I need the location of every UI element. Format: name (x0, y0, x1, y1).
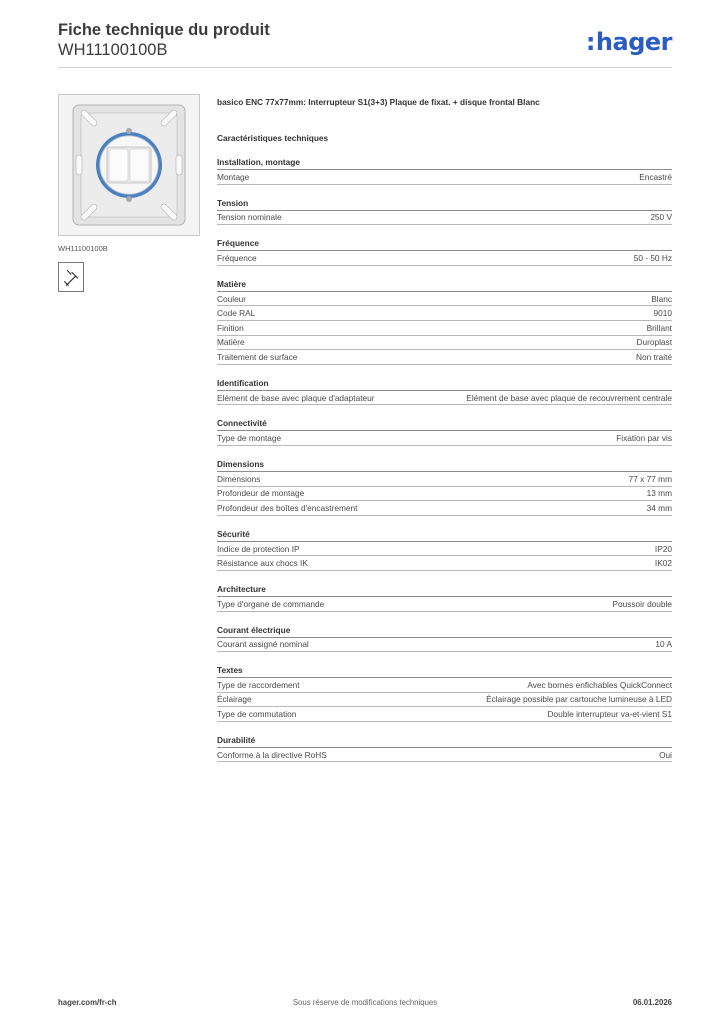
spec-label: Type de montage (217, 433, 282, 444)
page-reference: WH11100100B (58, 41, 168, 59)
spec-row (217, 472, 672, 487)
spec-section-title: Identification (217, 377, 672, 391)
spec-label: Tension nominale (217, 212, 282, 223)
spec-value: Non traité (636, 351, 672, 362)
spec-row (217, 501, 672, 516)
spec-value: Oui (659, 749, 672, 760)
spec-value: 77 x 77 mm (628, 473, 672, 484)
spec-section (217, 458, 672, 516)
spec-value: Brillant (646, 322, 672, 333)
spec-value: Éclairage possible par cartouche lumineuse à LED (486, 694, 672, 705)
spec-value: 50 - 50 Hz (633, 252, 672, 263)
spec-section-title: Textes (217, 664, 672, 678)
spec-row (217, 556, 672, 571)
spec-row (217, 678, 672, 693)
footer-date: 06.01.2026 (632, 998, 672, 1007)
spec-section (217, 734, 672, 763)
spec-value: 9010 (653, 308, 672, 319)
spec-value: IK02 (654, 558, 672, 569)
spec-row (217, 336, 672, 351)
spec-section-title: Tension (217, 197, 672, 211)
push-button-symbol-icon (58, 262, 84, 292)
spec-section-title: Matière (217, 278, 672, 292)
spec-label: Profondeur de montage (217, 488, 305, 499)
spec-value: Encastré (639, 171, 672, 182)
footer-disclaimer: Sous réserve de modifications techniques (292, 998, 438, 1007)
spec-section-title: Courant électrique (217, 624, 672, 638)
spec-label: Conforme à la directive RoHS (217, 749, 327, 760)
spec-row (217, 487, 672, 502)
spec-value: Double interrupteur va-et-vient S1 (547, 709, 672, 720)
spec-row (217, 391, 672, 406)
spec-label: Fréquence (217, 252, 257, 263)
spec-label: Profondeur des boîtes d'encastrement (217, 502, 358, 513)
spec-row (217, 170, 672, 185)
spec-label: Code RAL (217, 308, 256, 319)
spec-section (217, 624, 672, 653)
spec-label: Traitement de surface (217, 351, 298, 362)
spec-section-title: Durabilité (217, 734, 672, 748)
spec-section-title: Connectivité (217, 417, 672, 431)
spec-section (217, 156, 672, 185)
spec-value: Poussoir double (612, 598, 672, 609)
spec-label: Type de commutation (217, 709, 297, 720)
spec-label: Type d'organe de commande (217, 598, 325, 609)
spec-value: Fixation par vis (616, 433, 672, 444)
spec-section (217, 197, 672, 226)
spec-section (217, 237, 672, 266)
header-divider (58, 67, 672, 68)
spec-heading: Caractéristiques techniques (217, 133, 329, 143)
spec-row (217, 306, 672, 321)
spec-label: Indice de protection IP (217, 543, 300, 554)
spec-section (217, 583, 672, 612)
spec-row (217, 251, 672, 266)
product-image-frame (58, 94, 200, 236)
spec-row (217, 693, 672, 708)
spec-value: 34 mm (646, 502, 672, 513)
product-reference-label: WH11100100B (58, 244, 108, 253)
product-description: basico ENC 77x77mm: Interrupteur S1(3+3) Plaque de fixat. + disque frontal Blanc (217, 97, 540, 107)
page-title: Fiche technique du produit (58, 21, 270, 39)
spec-value: Duroplast (636, 337, 672, 348)
spec-label: Couleur (217, 293, 247, 304)
spec-row (217, 321, 672, 336)
spec-section-title: Fréquence (217, 237, 672, 251)
page-footer (58, 998, 672, 1010)
spec-row (217, 542, 672, 557)
footer-website[interactable]: hager.com/fr-ch (58, 998, 117, 1007)
spec-row (217, 350, 672, 365)
spec-row (217, 211, 672, 226)
spec-section-title: Architecture (217, 583, 672, 597)
hager-logo: :hager (585, 28, 672, 56)
spec-row (217, 707, 672, 722)
spec-row (217, 597, 672, 612)
spec-label: Type de raccordement (217, 679, 300, 690)
spec-label: Elément de base avec plaque d'adaptateur (217, 392, 375, 403)
spec-label: Éclairage (217, 694, 252, 705)
spec-section (217, 528, 672, 571)
spec-section-title: Dimensions (217, 458, 672, 472)
spec-label: Montage (217, 171, 250, 182)
spec-section (217, 417, 672, 446)
spec-value: Avec bornes enfichables QuickConnect (527, 679, 672, 690)
spec-value: 250 V (650, 212, 672, 223)
spec-label: Finition (217, 322, 244, 333)
spec-row (217, 748, 672, 763)
spec-value: Elément de base avec plaque de recouvrement centrale (466, 392, 672, 403)
spec-value: IP20 (654, 543, 672, 554)
spec-value: 10 A (655, 639, 672, 650)
spec-row (217, 638, 672, 653)
spec-value: 13 mm (646, 488, 672, 499)
product-details (217, 96, 672, 762)
page-header (58, 20, 672, 68)
spec-section-title: Sécurité (217, 528, 672, 542)
spec-row (217, 431, 672, 446)
spec-label: Courant assigné nominal (217, 639, 309, 650)
hager-logo-text: hager (595, 28, 672, 56)
spec-label: Dimensions (217, 473, 261, 484)
spec-label: Résistance aux chocs IK (217, 558, 308, 569)
switch-product-image (59, 95, 199, 235)
spec-section-title: Installation, montage (217, 156, 672, 170)
spec-sections (217, 156, 672, 762)
spec-row (217, 292, 672, 307)
spec-section (217, 664, 672, 722)
spec-section (217, 278, 672, 365)
spec-label: Matière (217, 337, 245, 348)
spec-value: Blanc (651, 293, 672, 304)
spec-section (217, 377, 672, 406)
